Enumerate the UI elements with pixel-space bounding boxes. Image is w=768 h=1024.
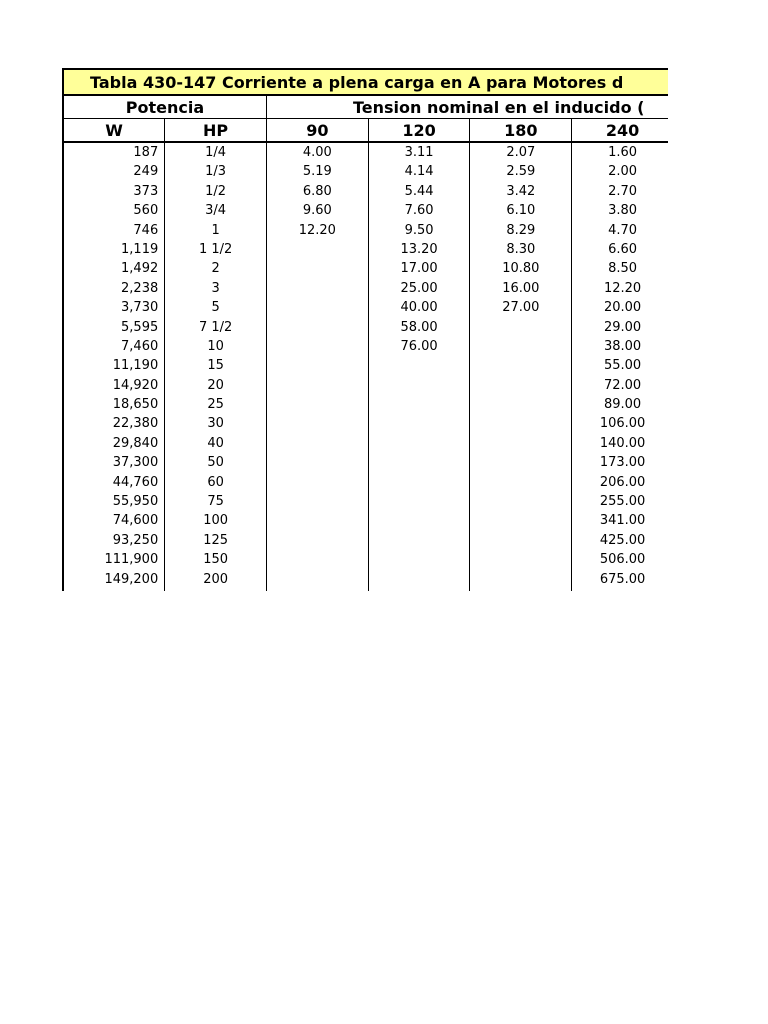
table-row (63, 550, 668, 569)
cell-120[interactable] (368, 376, 470, 395)
cell-240[interactable]: 20.00 (572, 298, 668, 317)
table-row (63, 492, 668, 511)
cell-180[interactable] (470, 337, 572, 356)
column-header-120[interactable]: 120 (368, 119, 470, 143)
cell-120[interactable] (368, 356, 470, 375)
cell-w[interactable]: 149,200 (63, 570, 165, 591)
motor-current-table (62, 68, 668, 591)
cell-240[interactable]: 4.70 (572, 221, 668, 240)
cell-240[interactable]: 8.50 (572, 259, 668, 278)
table-row (63, 395, 668, 414)
column-header-180[interactable]: 180 (470, 119, 572, 143)
cell-hp[interactable]: 7 1/2 (165, 318, 267, 337)
cell-120[interactable]: 13.20 (368, 240, 470, 259)
cell-90[interactable] (266, 414, 368, 433)
cell-hp[interactable]: 25 (165, 395, 267, 414)
cell-90[interactable] (266, 356, 368, 375)
cell-hp[interactable]: 30 (165, 414, 267, 433)
column-header-90[interactable]: 90 (266, 119, 368, 143)
cell-hp[interactable]: 200 (165, 570, 267, 591)
table-row (63, 279, 668, 298)
cell-180[interactable]: 27.00 (470, 298, 572, 317)
cell-90[interactable]: 5.19 (266, 162, 368, 181)
cell-120[interactable] (368, 511, 470, 530)
table-body (63, 142, 668, 591)
cell-90[interactable] (266, 492, 368, 511)
cell-180[interactable]: 8.29 (470, 221, 572, 240)
cell-w[interactable]: 37,300 (63, 453, 165, 472)
cell-90[interactable] (266, 531, 368, 550)
cell-hp[interactable]: 1 1/2 (165, 240, 267, 259)
cell-w[interactable]: 5,595 (63, 318, 165, 337)
cell-w[interactable]: 373 (63, 182, 165, 201)
cell-120[interactable]: 7.60 (368, 201, 470, 220)
cell-90[interactable] (266, 279, 368, 298)
cell-hp[interactable]: 125 (165, 531, 267, 550)
cell-240[interactable]: 55.00 (572, 356, 668, 375)
cell-w[interactable]: 746 (63, 221, 165, 240)
cell-180[interactable]: 10.80 (470, 259, 572, 278)
cell-w[interactable]: 560 (63, 201, 165, 220)
cell-180[interactable] (470, 453, 572, 472)
cell-hp[interactable]: 1/2 (165, 182, 267, 201)
cell-120[interactable] (368, 453, 470, 472)
cell-120[interactable] (368, 492, 470, 511)
cell-hp[interactable]: 10 (165, 337, 267, 356)
cell-120[interactable]: 4.14 (368, 162, 470, 181)
cell-w[interactable]: 14,920 (63, 376, 165, 395)
cell-w[interactable]: 1,492 (63, 259, 165, 278)
cell-240[interactable]: 12.20 (572, 279, 668, 298)
column-header-hp[interactable]: HP (165, 119, 267, 143)
cell-w[interactable]: 3,730 (63, 298, 165, 317)
cell-hp[interactable]: 50 (165, 453, 267, 472)
cell-120[interactable] (368, 434, 470, 453)
cell-240[interactable]: 72.00 (572, 376, 668, 395)
cell-90[interactable]: 12.20 (266, 221, 368, 240)
cell-240[interactable]: 38.00 (572, 337, 668, 356)
table-row (63, 531, 668, 550)
cell-90[interactable] (266, 298, 368, 317)
group-header-tension[interactable]: Tension nominal en el inducido ( (266, 95, 668, 119)
cell-w[interactable]: 74,600 (63, 511, 165, 530)
cell-120[interactable] (368, 531, 470, 550)
cell-180[interactable]: 16.00 (470, 279, 572, 298)
spreadsheet-view (62, 68, 668, 591)
cell-240[interactable]: 140.00 (572, 434, 668, 453)
cell-180[interactable] (470, 473, 572, 492)
cell-180[interactable] (470, 492, 572, 511)
cell-w[interactable]: 2,238 (63, 279, 165, 298)
cell-w[interactable]: 55,950 (63, 492, 165, 511)
cell-hp[interactable]: 3 (165, 279, 267, 298)
cell-90[interactable]: 4.00 (266, 142, 368, 162)
cell-hp[interactable]: 150 (165, 550, 267, 569)
cell-hp[interactable]: 60 (165, 473, 267, 492)
cell-w[interactable]: 187 (63, 142, 165, 162)
cell-w[interactable]: 1,119 (63, 240, 165, 259)
cell-90[interactable] (266, 395, 368, 414)
cell-hp[interactable]: 2 (165, 259, 267, 278)
cell-hp[interactable]: 40 (165, 434, 267, 453)
group-header-potencia[interactable]: Potencia (63, 95, 266, 119)
cell-180[interactable] (470, 395, 572, 414)
cell-180[interactable]: 8.30 (470, 240, 572, 259)
cell-180[interactable]: 6.10 (470, 201, 572, 220)
table-row (63, 356, 668, 375)
cell-240[interactable]: 6.60 (572, 240, 668, 259)
cell-hp[interactable]: 100 (165, 511, 267, 530)
cell-hp[interactable]: 5 (165, 298, 267, 317)
cell-180[interactable] (470, 318, 572, 337)
cell-240[interactable]: 106.00 (572, 414, 668, 433)
cell-120[interactable]: 9.50 (368, 221, 470, 240)
cell-90[interactable] (266, 259, 368, 278)
cell-240[interactable]: 1.60 (572, 142, 668, 162)
cell-240[interactable]: 675.00 (572, 570, 668, 591)
table-row (63, 298, 668, 317)
table-row (63, 414, 668, 433)
cell-180[interactable] (470, 434, 572, 453)
table-row (63, 259, 668, 278)
cell-180[interactable] (470, 550, 572, 569)
cell-120[interactable]: 58.00 (368, 318, 470, 337)
cell-90[interactable] (266, 240, 368, 259)
cell-hp[interactable]: 3/4 (165, 201, 267, 220)
cell-120[interactable]: 40.00 (368, 298, 470, 317)
table-row (63, 201, 668, 220)
column-header-240[interactable]: 240 (572, 119, 668, 143)
table-row (63, 511, 668, 530)
cell-120[interactable] (368, 395, 470, 414)
cell-180[interactable] (470, 414, 572, 433)
table-row (63, 221, 668, 240)
cell-hp[interactable]: 1/4 (165, 142, 267, 162)
cell-240[interactable]: 173.00 (572, 453, 668, 472)
cell-90[interactable] (266, 318, 368, 337)
cell-90[interactable] (266, 376, 368, 395)
cell-240[interactable]: 341.00 (572, 511, 668, 530)
cell-120[interactable]: 25.00 (368, 279, 470, 298)
table-row (63, 453, 668, 472)
cell-120[interactable] (368, 570, 470, 591)
table-row (63, 318, 668, 337)
table-row (63, 142, 668, 162)
cell-90[interactable] (266, 511, 368, 530)
cell-hp[interactable]: 1 (165, 221, 267, 240)
table-row (63, 434, 668, 453)
table-row (63, 162, 668, 181)
cell-w[interactable]: 22,380 (63, 414, 165, 433)
cell-180[interactable]: 2.07 (470, 142, 572, 162)
cell-120[interactable] (368, 414, 470, 433)
cell-180[interactable] (470, 511, 572, 530)
cell-120[interactable] (368, 473, 470, 492)
cell-90[interactable] (266, 434, 368, 453)
cell-hp[interactable]: 75 (165, 492, 267, 511)
cell-240[interactable]: 2.00 (572, 162, 668, 181)
cell-hp[interactable]: 15 (165, 356, 267, 375)
cell-w[interactable]: 11,190 (63, 356, 165, 375)
cell-90[interactable] (266, 570, 368, 591)
cell-120[interactable]: 5.44 (368, 182, 470, 201)
column-header-w[interactable]: W (63, 119, 165, 143)
cell-90[interactable] (266, 473, 368, 492)
cell-hp[interactable]: 1/3 (165, 162, 267, 181)
cell-w[interactable]: 29,840 (63, 434, 165, 453)
cell-120[interactable]: 76.00 (368, 337, 470, 356)
cell-w[interactable]: 7,460 (63, 337, 165, 356)
cell-180[interactable] (470, 356, 572, 375)
cell-180[interactable] (470, 570, 572, 591)
cell-w[interactable]: 18,650 (63, 395, 165, 414)
cell-180[interactable]: 3.42 (470, 182, 572, 201)
cell-120[interactable] (368, 550, 470, 569)
cell-120[interactable]: 17.00 (368, 259, 470, 278)
cell-hp[interactable]: 20 (165, 376, 267, 395)
cell-240[interactable]: 3.80 (572, 201, 668, 220)
cell-90[interactable] (266, 337, 368, 356)
cell-120[interactable]: 3.11 (368, 142, 470, 162)
cell-w[interactable]: 44,760 (63, 473, 165, 492)
cell-90[interactable] (266, 550, 368, 569)
cell-240[interactable]: 506.00 (572, 550, 668, 569)
cell-90[interactable] (266, 453, 368, 472)
cell-240[interactable]: 206.00 (572, 473, 668, 492)
cell-180[interactable] (470, 531, 572, 550)
table-row (63, 473, 668, 492)
cell-240[interactable]: 2.70 (572, 182, 668, 201)
table-row (63, 570, 668, 591)
cell-90[interactable]: 9.60 (266, 201, 368, 220)
table-row (63, 240, 668, 259)
cell-240[interactable]: 255.00 (572, 492, 668, 511)
table-row (63, 337, 668, 356)
table-row (63, 182, 668, 201)
cell-180[interactable] (470, 376, 572, 395)
cell-240[interactable]: 89.00 (572, 395, 668, 414)
cell-90[interactable]: 6.80 (266, 182, 368, 201)
cell-w[interactable]: 93,250 (63, 531, 165, 550)
cell-w[interactable]: 249 (63, 162, 165, 181)
table-title[interactable]: Tabla 430-147 Corriente a plena carga en A para Motores d (63, 69, 668, 95)
cell-180[interactable]: 2.59 (470, 162, 572, 181)
table-row (63, 376, 668, 395)
cell-240[interactable]: 29.00 (572, 318, 668, 337)
cell-240[interactable]: 425.00 (572, 531, 668, 550)
cell-w[interactable]: 111,900 (63, 550, 165, 569)
